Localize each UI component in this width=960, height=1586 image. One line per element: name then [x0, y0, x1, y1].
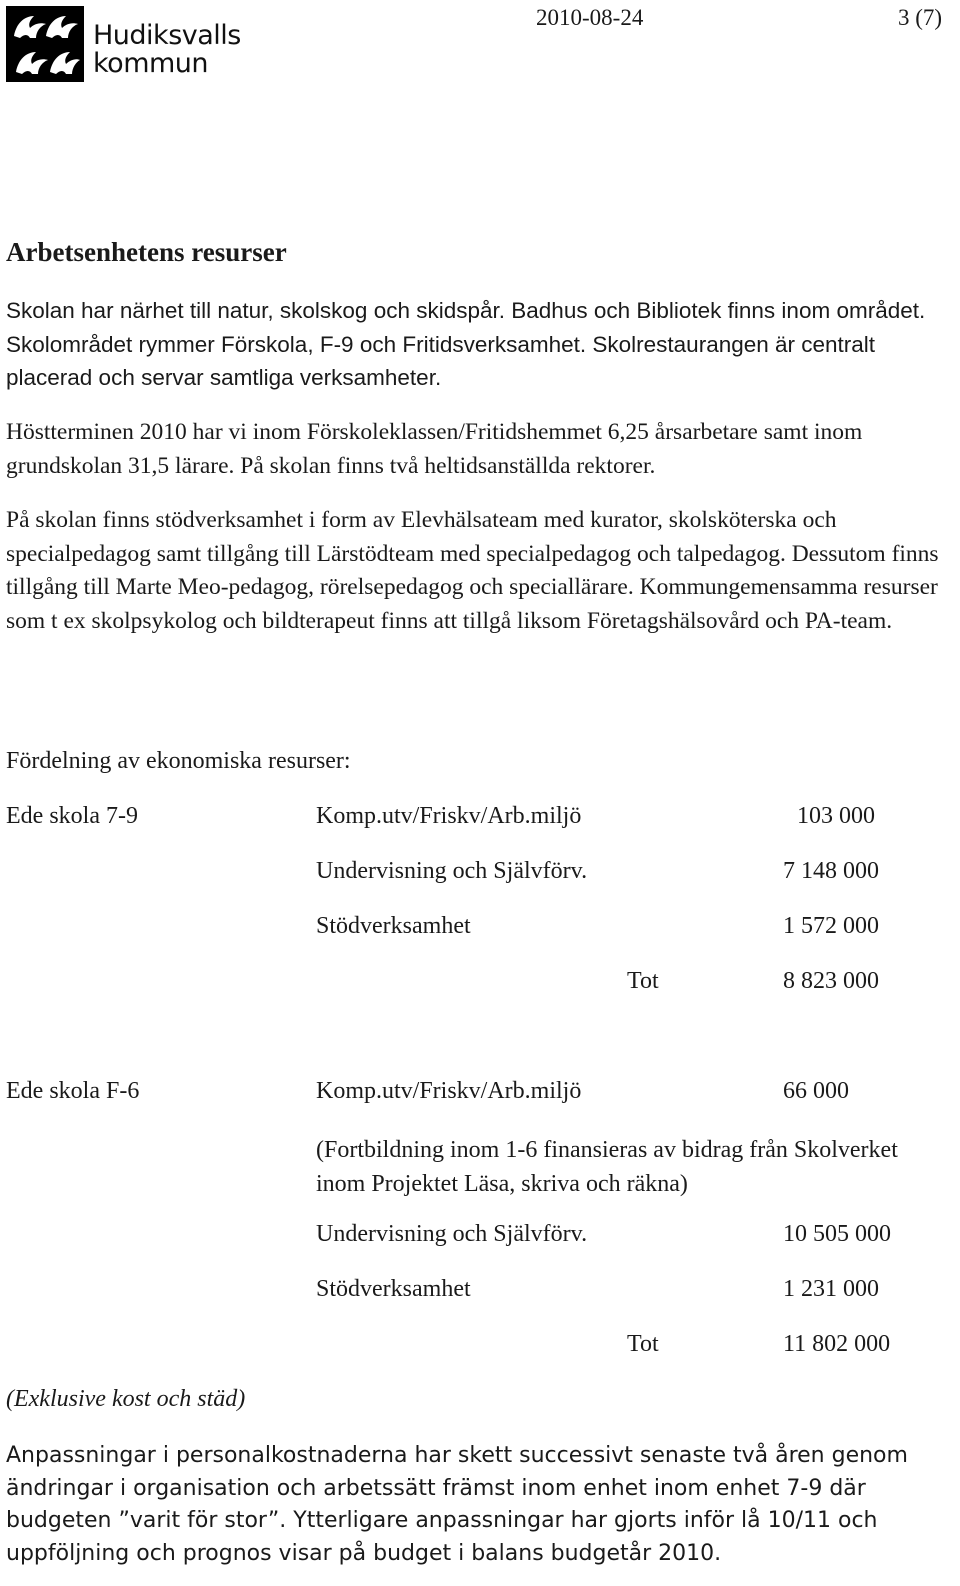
budget-row-value: 10 505 000 [783, 1221, 891, 1247]
budget-row-label: Undervisning och Självförv. [316, 858, 588, 884]
budget-row-label: Komp.utv/Friskv/Arb.miljö [316, 803, 582, 829]
school-name: Ede skola F-6 [6, 1078, 140, 1104]
school-name: Ede skola 7-9 [6, 803, 138, 829]
logo-line-2: kommun [93, 48, 209, 79]
logo-wordmark [93, 22, 241, 78]
staffing-text: Höstterminen 2010 har vi inom Förskoleklassen/Fritidshemmet 6,25 årsarbetare samt inom grundskolan 31,5 lärare. [6, 419, 863, 479]
exclusive-note: (Exklusive kost och städ) [6, 1386, 246, 1412]
distribution-heading: Fördelning av ekonomiska resurser: [6, 748, 351, 774]
budget-row-label: Undervisning och Självförv. [316, 1221, 588, 1247]
page-number: 3 (7) [898, 5, 943, 30]
budget-row-value: 7 148 000 [783, 858, 879, 884]
logo-line-1: Hudiksvalls [93, 20, 241, 51]
budget-row-value: 103 000 [797, 803, 875, 829]
total-value: 11 802 000 [783, 1331, 891, 1357]
budget-row-label: Stödverksamhet [316, 1276, 471, 1302]
paragraph-support: På skolan finns stödverksamhet i form av Elevhälsateam med kurator, skolsköterska och specialpedagog samt tillgång till Lärstödteam med specialpedagog och talpedagog. Dessutom finns tillgång till Marte Meo-pedagog, rörelsepedagog och speciallärare. Kommungemensamma resurser som t ex skolpsykolog och bildterapeut finns att tillgå liksom Företagshälsovård och PA-team. [6, 507, 939, 634]
budget-row-label: Komp.utv/Friskv/Arb.miljö [316, 1078, 582, 1104]
paragraph-staffing [6, 416, 951, 483]
budget-row-value: 66 000 [783, 1078, 849, 1104]
funding-note: (Fortbildning inom 1-6 finansieras av bidrag från Skolverket inom Projektet Läsa, skriva och räkna) [316, 1137, 898, 1197]
budget-row-value: 1 231 000 [783, 1276, 879, 1302]
closing-paragraph: Anpassningar i personalkostnaderna har skett successivt senaste två åren genom ändringar i organisation och arbetssätt främst inom enhet inom enhet 7-9 där budgeten ”varit för stor”. Ytterligare anpassningar har gjorts inför lå 10/11 och uppföljning och prognos visar på budget i balans budgetår 2010. [6, 1443, 908, 1566]
section-title: Arbetsenhetens resurser [6, 237, 287, 267]
total-value: 8 823 000 [783, 968, 879, 994]
logo-mark [6, 6, 84, 82]
document-date: 2010-08-24 [536, 5, 644, 30]
goat-emblem-icon [6, 6, 84, 82]
budget-row-value: 1 572 000 [783, 913, 879, 939]
principals-text: På skolan finns två heltidsanställda rektorer. [240, 452, 656, 479]
paragraph-school-environment: Skolan har närhet till natur, skolskog och skidspår. Badhus och Bibliotek finns inom området. Skolområdet rymmer Förskola, F-9 och Fritidsverksamhet. Skolrestaurangen är centralt placerad och servar samtliga verksamheter. [6, 298, 926, 390]
total-label: Tot [627, 1331, 659, 1357]
total-label: Tot [627, 968, 659, 994]
budget-row-label: Stödverksamhet [316, 913, 471, 939]
